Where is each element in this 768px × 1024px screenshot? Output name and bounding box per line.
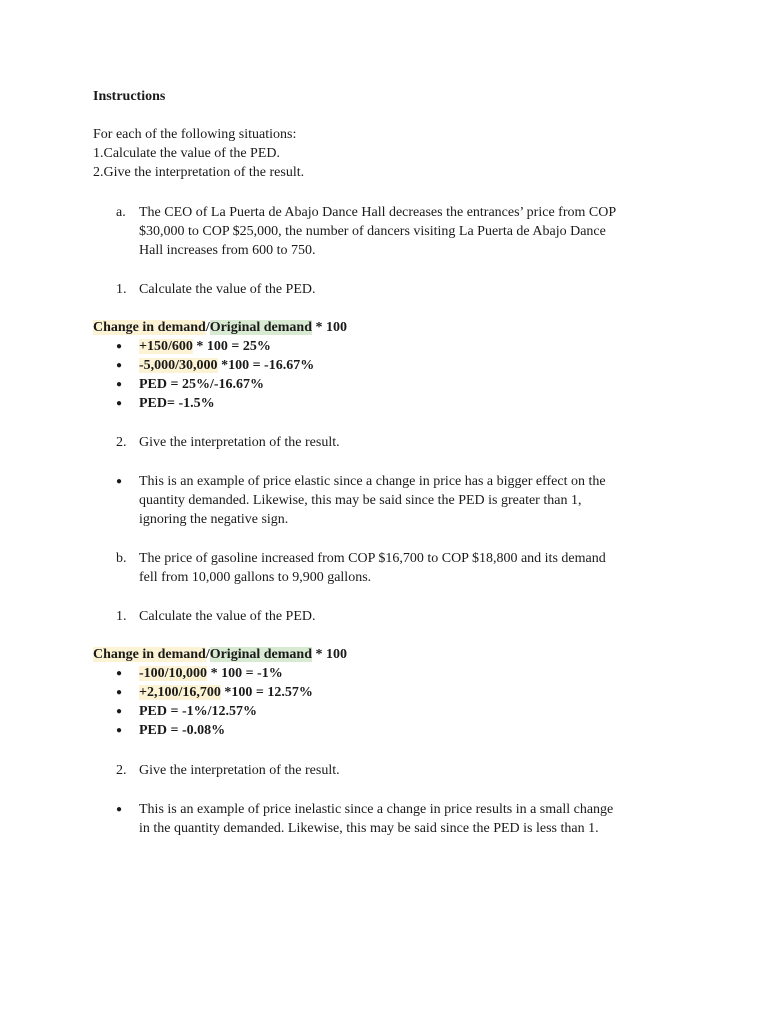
bullet-icon: ● xyxy=(116,360,123,371)
section-b-calc-1 xyxy=(139,664,283,683)
section-b-formula xyxy=(93,645,347,664)
bullet-icon: ● xyxy=(116,804,123,815)
section-a-step2-text: Give the interpretation of the result. xyxy=(139,435,340,450)
intro-line-2: 1.Calculate the value of the PED. xyxy=(93,146,280,161)
section-a-calc-1 xyxy=(139,337,271,356)
section-b-step2-text: Give the interpretation of the result. xyxy=(139,763,340,778)
calc-highlight: -5,000/30,000 xyxy=(139,358,218,373)
calc-highlight: +2,100/16,700 xyxy=(139,685,221,700)
formula-tail: * 100 xyxy=(312,647,347,662)
section-a-formula xyxy=(93,318,347,337)
bullet-icon: ● xyxy=(116,725,123,736)
calc-rest: *100 = -16.67% xyxy=(217,358,315,373)
calc-rest: * 100 = 25% xyxy=(192,339,271,354)
section-b-step1-text: Calculate the value of the PED. xyxy=(139,609,316,624)
section-a-calc-4: PED= -1.5% xyxy=(139,396,215,411)
section-b-calc-4: PED = -0.08% xyxy=(139,723,226,738)
bullet-icon: ● xyxy=(116,476,123,487)
section-a-step2-marker: 2. xyxy=(116,435,127,450)
calc-rest: *100 = 12.57% xyxy=(220,685,313,700)
section-a-text-line-1: The CEO of La Puerta de Abajo Dance Hall decreases the entrances’ price from COP xyxy=(139,205,617,220)
section-b-step2-marker: 2. xyxy=(116,763,127,778)
section-b-interp-line-1: This is an example of price inelastic since a change in price results in a small change xyxy=(139,802,614,817)
section-a-step1-text: Calculate the value of the PED. xyxy=(139,282,316,297)
calc-highlight: -100/10,000 xyxy=(139,666,208,681)
section-b-text-line-1: The price of gasoline increased from COP $16,700 to COP $18,800 and its demand xyxy=(139,551,606,566)
section-b-interp-line-2: in the quantity demanded. Likewise, this may be said since the PED is less than 1. xyxy=(139,821,599,836)
formula-part2: Original demand xyxy=(209,647,312,662)
intro-line-1: For each of the following situations: xyxy=(93,127,297,142)
section-a-marker: a. xyxy=(116,205,126,220)
bullet-icon: ● xyxy=(116,668,123,679)
bullet-icon: ● xyxy=(116,706,123,717)
calc-highlight: +150/600 xyxy=(139,339,193,354)
intro-line-3: 2.Give the interpretation of the result. xyxy=(93,165,305,180)
formula-slash: / xyxy=(205,647,210,662)
section-b-calc-3: PED = -1%/12.57% xyxy=(139,704,258,719)
section-a-interp-line-3: ignoring the negative sign. xyxy=(139,512,289,527)
section-a-calc-3: PED = 25%/-16.67% xyxy=(139,377,265,392)
heading: Instructions xyxy=(93,89,166,104)
section-a-interp-line-2: quantity demanded. Likewise, this may be said since the PED is greater than 1, xyxy=(139,493,582,508)
bullet-icon: ● xyxy=(116,379,123,390)
section-b-calc-2 xyxy=(139,683,313,702)
bullet-icon: ● xyxy=(116,341,123,352)
calc-rest: * 100 = -1% xyxy=(207,666,283,681)
formula-slash: / xyxy=(205,320,210,335)
formula-tail: * 100 xyxy=(312,320,347,335)
section-a-step1-marker: 1. xyxy=(116,282,127,297)
section-a-text-line-2: $30,000 to COP $25,000, the number of dancers visiting La Puerta de Abajo Dance xyxy=(139,224,606,239)
section-a-text-line-3: Hall increases from 600 to 750. xyxy=(139,243,316,258)
formula-part1: Change in demand xyxy=(93,647,206,662)
formula-part1: Change in demand xyxy=(93,320,206,335)
section-b-step1-marker: 1. xyxy=(116,609,127,624)
bullet-icon: ● xyxy=(116,687,123,698)
section-a-interp-line-1: This is an example of price elastic since a change in price has a bigger effect on the xyxy=(139,474,606,489)
section-b-marker: b. xyxy=(116,551,127,566)
formula-part2: Original demand xyxy=(209,320,312,335)
bullet-icon: ● xyxy=(116,398,123,409)
section-a-calc-2 xyxy=(139,356,314,375)
section-b-text-line-2: fell from 10,000 gallons to 9,900 gallons. xyxy=(139,570,372,585)
